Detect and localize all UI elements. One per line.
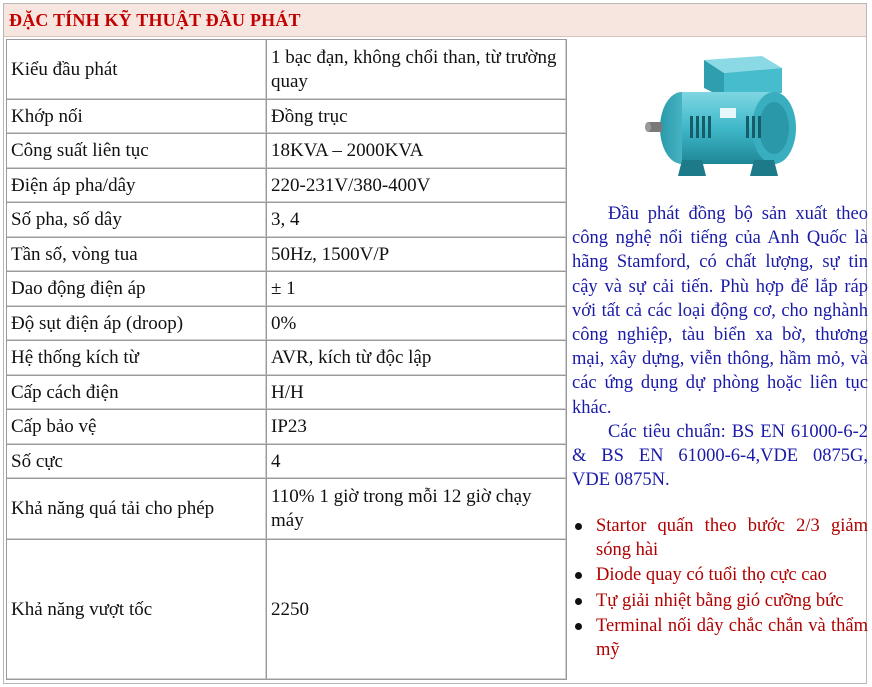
list-item	[572, 589, 868, 613]
table-row	[7, 238, 567, 272]
spec-value: 18KVA – 2000KVA	[267, 134, 567, 169]
spec-value: 50Hz, 1500V/P	[267, 238, 567, 272]
spec-value: 3, 4	[267, 203, 567, 238]
table-row	[7, 134, 567, 169]
spec-key: Khả năng quá tải cho phép	[7, 479, 267, 540]
table-row	[7, 307, 567, 341]
table-row	[7, 376, 567, 410]
generator-photo	[642, 46, 810, 184]
product-description-block	[572, 202, 868, 492]
spec-key: Độ sụt điện áp (droop)	[7, 307, 267, 341]
page-title: ĐẶC TÍNH KỸ THUẬT ĐẦU PHÁT	[9, 10, 301, 30]
spec-key: Dao động điện áp	[7, 272, 267, 307]
table-row	[7, 203, 567, 238]
spec-value: 0%	[267, 307, 567, 341]
feature-text: Terminal nối dây chắc chắn và thẩm mỹ	[596, 615, 868, 661]
feature-text: Diode quay có tuổi thọ cực cao	[596, 565, 827, 586]
title-bar	[4, 4, 866, 37]
table-row	[7, 169, 567, 203]
spec-key: Tần số, vòng tua	[7, 238, 267, 272]
spec-key: Khả năng vượt tốc	[7, 540, 267, 680]
list-item	[572, 614, 868, 662]
table-row	[7, 341, 567, 376]
table-row	[7, 479, 567, 540]
spec-key: Kiểu đầu phát	[7, 40, 267, 100]
spec-value: 2250	[267, 540, 567, 680]
table-row	[7, 100, 567, 134]
product-standards: Các tiêu chuẩn: BS EN 61000-6-2 & BS EN 61000-6-4,VDE 0875G, VDE 0875N.	[572, 421, 868, 491]
table-row	[7, 272, 567, 307]
list-item	[572, 514, 868, 562]
spec-value: H/H	[267, 376, 567, 410]
feature-text: Tự giải nhiệt bằng gió cưỡng bức	[596, 590, 844, 611]
spec-value: IP23	[267, 410, 567, 445]
spec-key: Số pha, số dây	[7, 203, 267, 238]
spec-key: Số cực	[7, 445, 267, 479]
table-row	[7, 40, 567, 100]
spec-key: Khớp nối	[7, 100, 267, 134]
bullet-icon	[575, 523, 582, 530]
feature-text: Startor quấn theo bước 2/3 giảm sóng hài	[596, 516, 868, 561]
spec-key: Điện áp pha/dây	[7, 169, 267, 203]
list-item	[572, 563, 868, 587]
spec-value: 1 bạc đạn, không chổi than, từ trường quay	[267, 40, 567, 100]
spec-value: 220-231V/380-400V	[267, 169, 567, 203]
spec-key: Cấp bảo vệ	[7, 410, 267, 445]
spec-key: Hệ thống kích từ	[7, 341, 267, 376]
spec-sheet	[3, 3, 867, 684]
spec-value: ± 1	[267, 272, 567, 307]
spec-value: Đồng trục	[267, 100, 567, 134]
product-description: Đầu phát đồng bộ sản xuất theo công nghệ nổi tiếng của Anh Quốc là hãng Stamford, có chất lượng, sự tin cậy và sự cải tiến. Phù hợp để lắp ráp với tất cả các loại động cơ, cho nghành công nghiệp, tàu biển xa bờ, thương mại, xây dựng, viễn thông, hầm mỏ, và các ứng dụng dự phòng hoặc liên tục khác.	[572, 204, 868, 418]
feature-list	[572, 514, 868, 663]
bullet-icon	[575, 572, 582, 579]
spec-key: Cấp cách điện	[7, 376, 267, 410]
spec-table	[6, 39, 567, 680]
spec-value: 110% 1 giờ trong mỗi 12 giờ chạy máy	[267, 479, 567, 540]
spec-value: 4	[267, 445, 567, 479]
table-row	[7, 410, 567, 445]
spec-value: AVR, kích từ độc lập	[267, 341, 567, 376]
spec-key: Công suất liên tục	[7, 134, 267, 169]
bullet-icon	[575, 598, 582, 605]
table-row	[7, 445, 567, 479]
bullet-icon	[575, 623, 582, 630]
table-row	[7, 540, 567, 680]
product-panel	[560, 40, 867, 685]
